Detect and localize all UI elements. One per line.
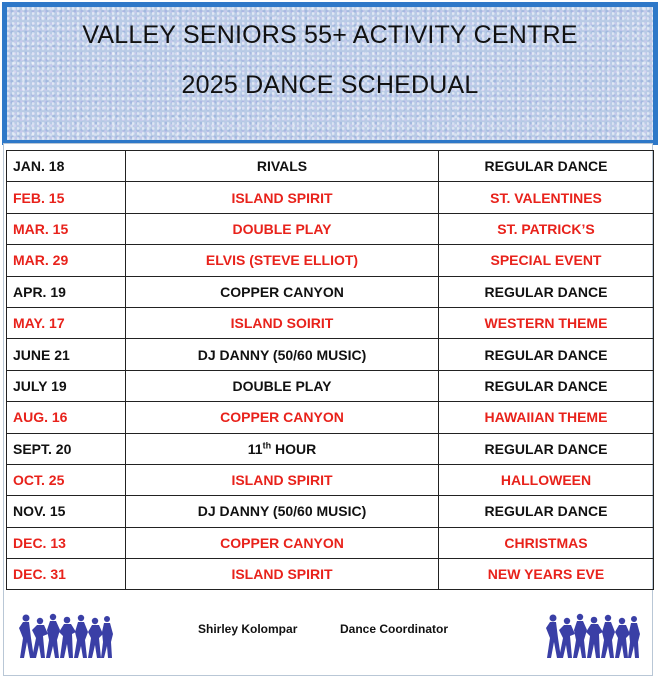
band-name: DOUBLE PLAY xyxy=(126,213,439,244)
schedule-row xyxy=(7,213,654,244)
event-theme: REGULAR DANCE xyxy=(439,339,654,370)
schedule-row xyxy=(7,402,654,433)
dance-date: FEB. 15 xyxy=(7,182,126,213)
schedule-row xyxy=(7,433,654,464)
dance-date: JUNE 21 xyxy=(7,339,126,370)
event-theme: ST. VALENTINES xyxy=(439,182,654,213)
page-subtitle: 2025 DANCE SCHEDUAL xyxy=(181,71,479,99)
coordinator-name: Shirley Kolompar xyxy=(198,622,298,636)
event-theme: REGULAR DANCE xyxy=(439,433,654,464)
event-theme: SPECIAL EVENT xyxy=(439,245,654,276)
dance-date: JULY 19 xyxy=(7,370,126,401)
dance-date: MAY. 17 xyxy=(7,307,126,338)
coordinator-role: Dance Coordinator xyxy=(340,622,449,636)
schedule-row xyxy=(7,307,654,338)
schedule-row xyxy=(7,339,654,370)
band-name: ISLAND SPIRIT xyxy=(126,464,439,495)
event-theme: REGULAR DANCE xyxy=(439,276,654,307)
dance-date: OCT. 25 xyxy=(7,464,126,495)
band-name: COPPER CANYON xyxy=(126,402,439,433)
event-theme: REGULAR DANCE xyxy=(439,496,654,527)
band-name: ELVIS (STEVE ELLIOT) xyxy=(126,245,439,276)
schedule-row xyxy=(7,245,654,276)
schedule-row xyxy=(7,182,654,213)
page-title: VALLEY SENIORS 55+ ACTIVITY CENTRE xyxy=(82,21,578,49)
band-name: DJ DANNY (50/60 MUSIC) xyxy=(126,496,439,527)
event-theme: HALLOWEEN xyxy=(439,464,654,495)
event-theme: NEW YEARS EVE xyxy=(439,559,654,590)
event-theme: REGULAR DANCE xyxy=(439,151,654,182)
band-name-rest: HOUR xyxy=(271,440,317,457)
schedule-row xyxy=(7,370,654,401)
schedule-table xyxy=(6,150,654,590)
dance-date: SEPT. 20 xyxy=(7,433,126,464)
dancers-silhouette-icon xyxy=(545,612,641,662)
dance-date: MAR. 15 xyxy=(7,213,126,244)
dance-date: MAR. 29 xyxy=(7,245,126,276)
band-name-ordinal: th xyxy=(262,440,272,451)
schedule-row xyxy=(7,559,654,590)
event-theme: WESTERN THEME xyxy=(439,307,654,338)
schedule-row xyxy=(7,464,654,495)
schedule-row xyxy=(7,151,654,182)
schedule-row xyxy=(7,496,654,527)
dance-date: DEC. 13 xyxy=(7,527,126,558)
band-name xyxy=(126,433,439,464)
event-theme: REGULAR DANCE xyxy=(439,370,654,401)
dance-date: AUG. 16 xyxy=(7,402,126,433)
event-theme: HAWAIIAN THEME xyxy=(439,402,654,433)
dance-date: APR. 19 xyxy=(7,276,126,307)
dance-date: DEC. 31 xyxy=(7,559,126,590)
schedule-row xyxy=(7,276,654,307)
band-name: DOUBLE PLAY xyxy=(126,370,439,401)
dance-date: NOV. 15 xyxy=(7,496,126,527)
header-banner xyxy=(2,2,658,145)
dancers-silhouette-icon xyxy=(18,612,114,662)
schedule-row xyxy=(7,527,654,558)
dance-date: JAN. 18 xyxy=(7,151,126,182)
event-theme: CHRISTMAS xyxy=(439,527,654,558)
band-name-number: 11 xyxy=(247,440,263,457)
band-name: COPPER CANYON xyxy=(126,527,439,558)
band-name: ISLAND SPIRIT xyxy=(126,182,439,213)
event-theme: ST. PATRICK’S xyxy=(439,213,654,244)
band-name: ISLAND SPIRIT xyxy=(126,559,439,590)
band-name: RIVALS xyxy=(126,151,439,182)
band-name: COPPER CANYON xyxy=(126,276,439,307)
band-name: DJ DANNY (50/60 MUSIC) xyxy=(126,339,439,370)
band-name: ISLAND SOIRIT xyxy=(126,307,439,338)
